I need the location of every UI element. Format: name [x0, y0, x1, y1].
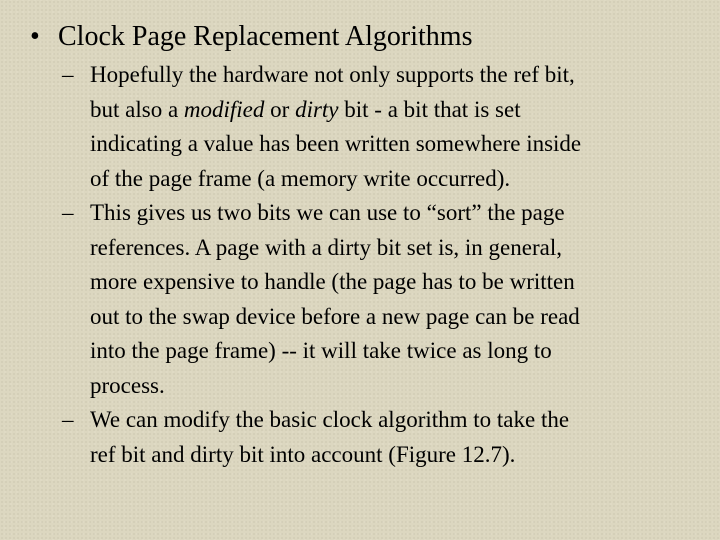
text-line: We can modify the basic clock algorithm to take the — [90, 407, 570, 432]
italic-term-modified: modified — [183, 96, 265, 122]
text-line: into the page frame) -- it will take twice as long to — [90, 338, 552, 363]
text-line: ref bit and dirty bit into account (Figure 12.7). — [90, 441, 516, 467]
sub-bullet-text — [90, 58, 702, 196]
text-run: bit - a bit that is set — [338, 96, 521, 122]
italic-term-dirty: dirty — [295, 96, 339, 122]
dash-icon: – — [62, 200, 74, 225]
text-line: of the page frame (a memory write occurred). — [90, 165, 511, 191]
text-run: or — [264, 96, 296, 122]
main-bullet — [30, 18, 472, 56]
text-line: references. A page with a dirty bit set is, in general, — [90, 234, 562, 260]
sub-bullet-2 — [62, 196, 702, 403]
text-line: out to the swap device before a new page can be read — [90, 303, 580, 329]
dash-icon: – — [62, 407, 74, 432]
text-line: Hopefully the hardware not only supports the ref bit, — [90, 62, 575, 87]
text-line: indicating a value has been written somewhere inside — [90, 131, 582, 156]
sub-bullet-3 — [62, 403, 702, 472]
dash-icon: – — [62, 62, 74, 87]
text-line: more expensive to handle (the page has to be written — [90, 269, 575, 294]
text-line — [90, 93, 702, 128]
text-line: process. — [90, 372, 165, 398]
text-line: This gives us two bits we can use to “sort” the page — [90, 200, 565, 225]
slide-title: Clock Page Replacement Algorithms — [58, 21, 473, 52]
sub-bullet-text — [90, 403, 702, 472]
sub-bullet-1 — [62, 58, 702, 196]
bullet-icon: • — [30, 21, 40, 52]
sub-bullet-list — [62, 58, 702, 472]
sub-bullet-text — [90, 196, 702, 403]
text-run: but also a — [90, 96, 184, 122]
